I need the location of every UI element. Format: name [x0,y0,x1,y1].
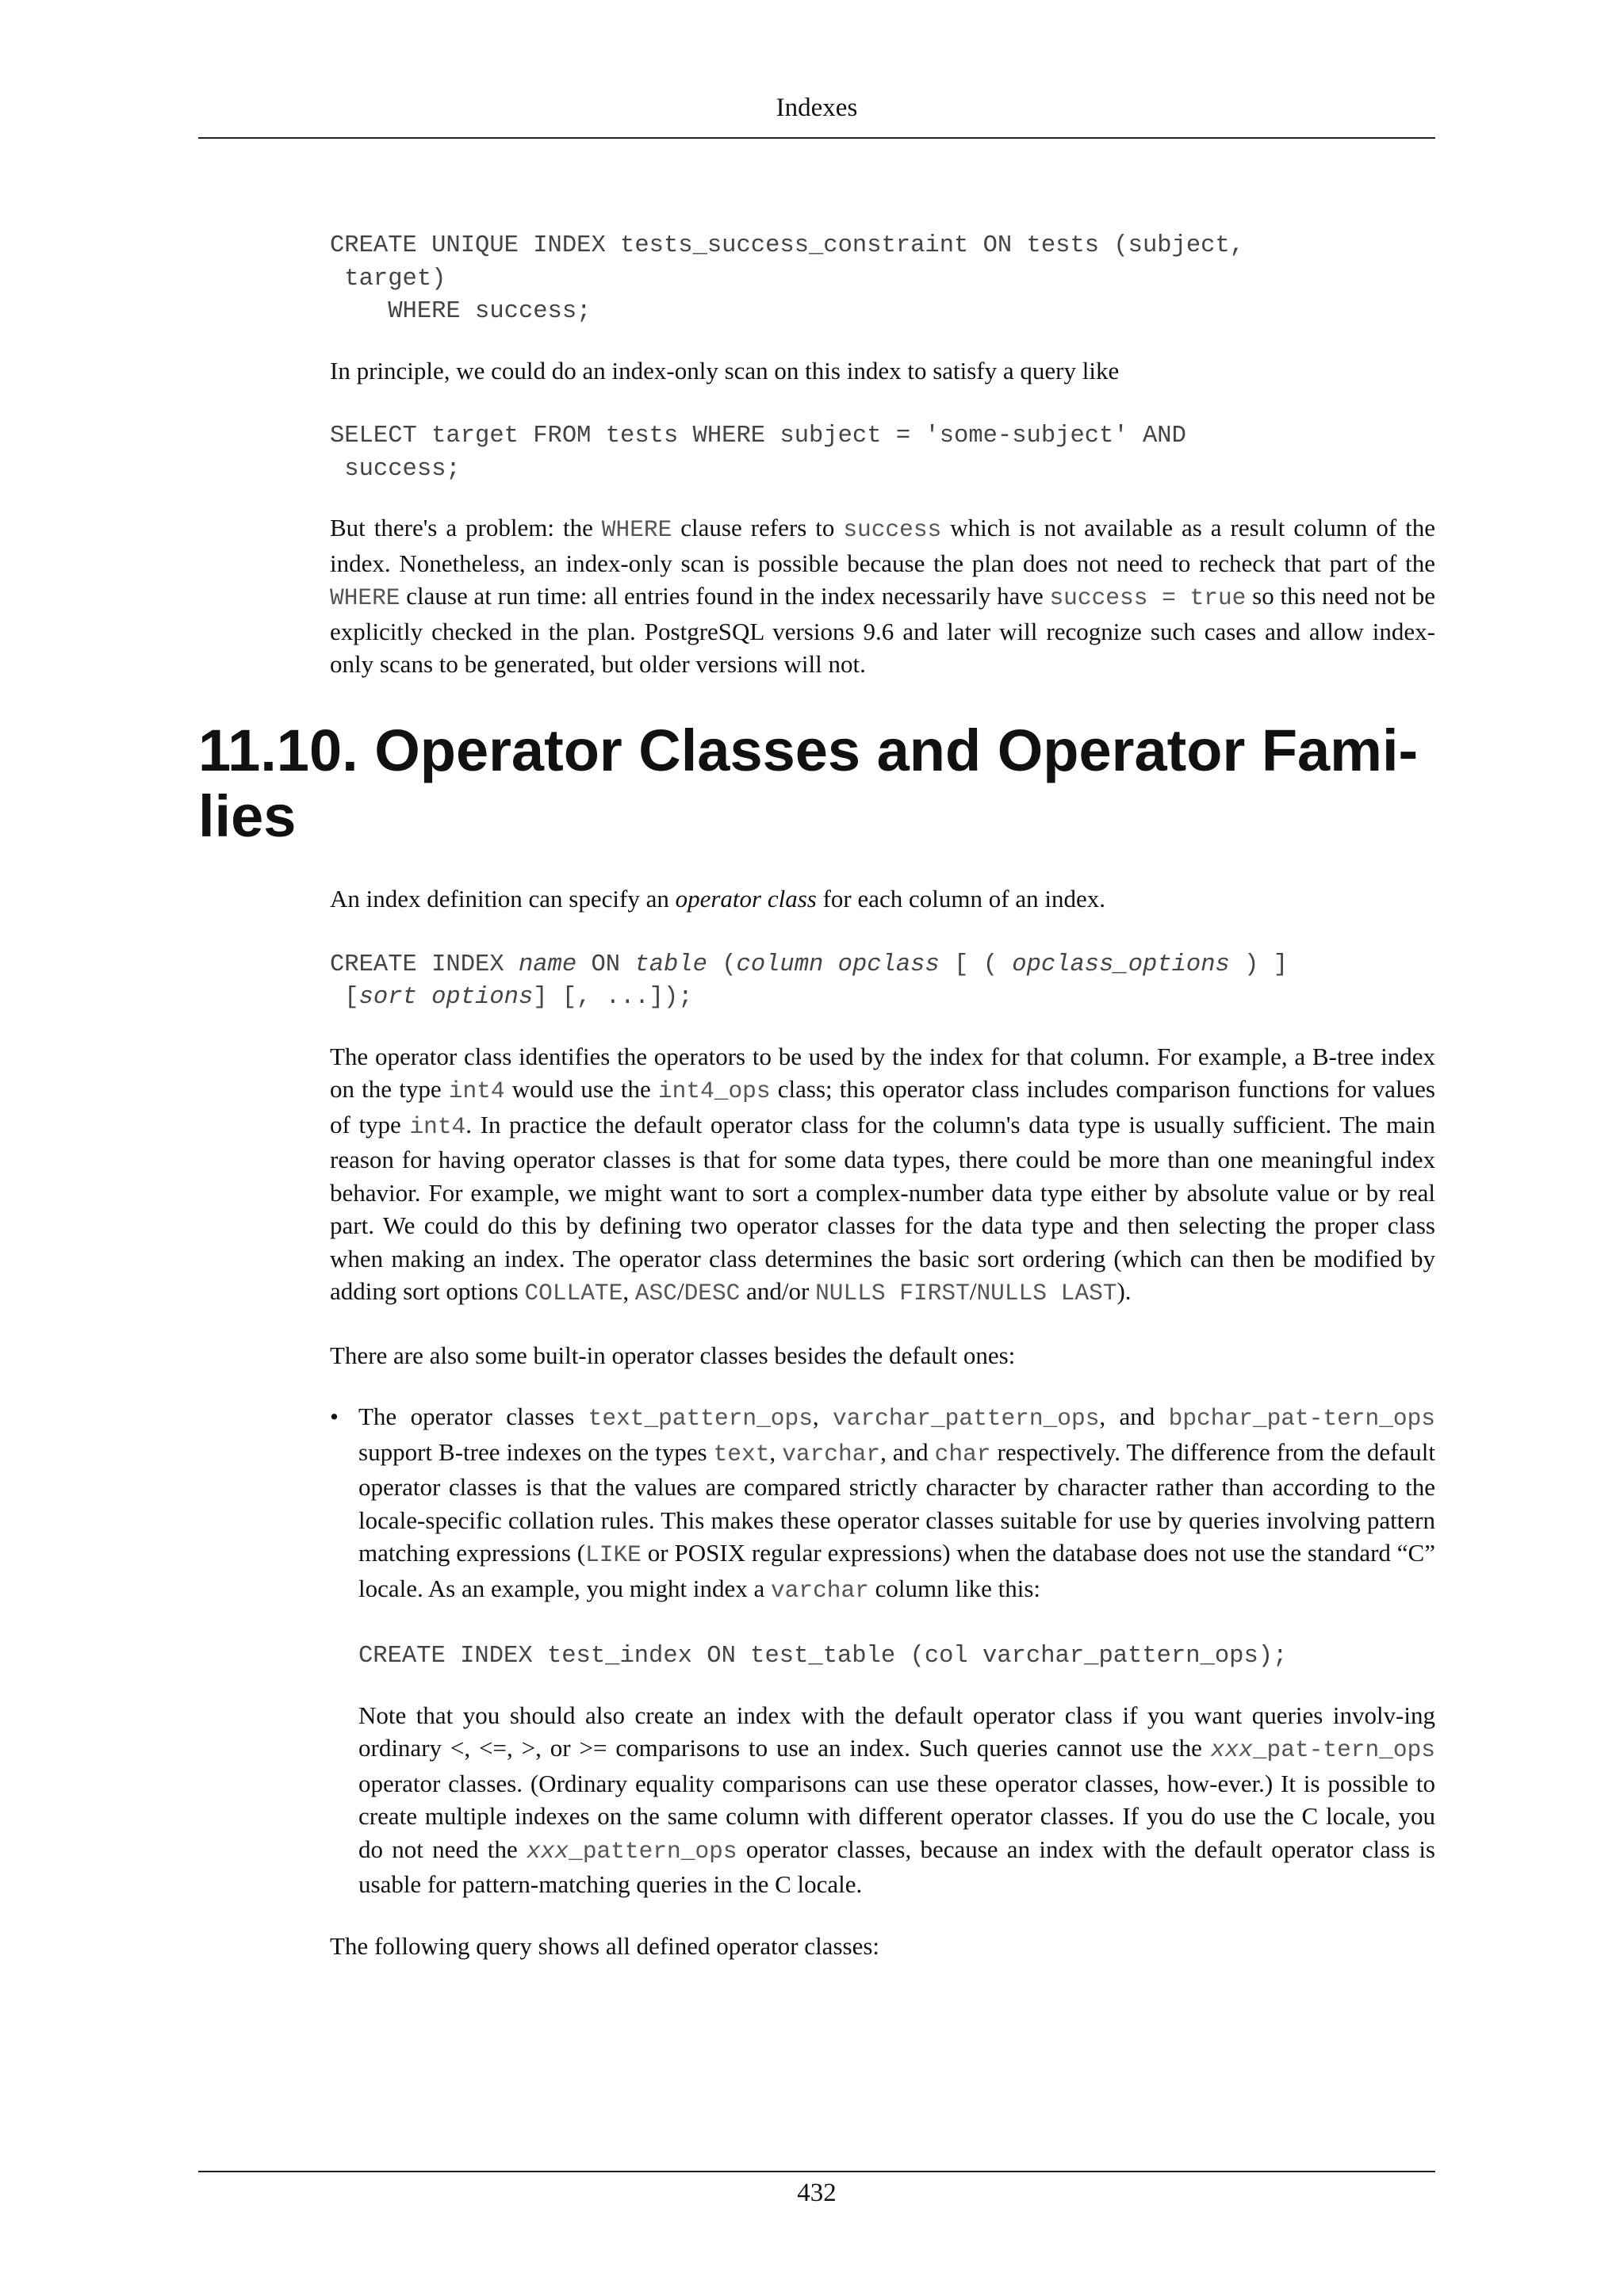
inline-code: WHERE [601,516,672,543]
bullet-marker: • [330,1402,339,1430]
paragraph-note: Note that you should also create an index with the default operator class if you want queries involv-ing ordinary <, <=, >, or >= comparisons to use an index. Such queries cannot use the xxx_pat-tern_ops operator classes. (Ordinary equality comparisons can use these operator classes, how-ever.) It is possible to create multiple indexes on the same column with different operator classes. If you do use the C locale, you do not need the xxx_pattern_ops operator classes, because an index with the default operator class is usable for pattern-matching queries in the C locale. [358,1701,1435,1898]
paragraph-built-in-classes: There are also some built-in operator classes besides the default ones: [330,1341,1016,1369]
bullet-list [330,1400,1435,1901]
inline-code: success [843,516,942,543]
code-block-unique-index: CREATE UNIQUE INDEX tests_success_constraint ON tests (subject, target) WHERE success; [330,232,1245,325]
paragraph-problem: But there's a problem: the WHERE clause refers to success which is not available as a result column of the index. Nonetheless, an index-only scan is possible because the plan does not need to recheck that part of the WHERE clause at run time: all entries found in the index necessarily have success = true so this need not be explicitly checked in the plan. PostgreSQL versions 9.6 and later will recognize such cases and allow index-only scans to be generated, but older versions will not. [330,514,1435,678]
paragraph-principle: In principle, we could do an index-only scan on this index to satisfy a query like [330,356,1120,385]
list-item [330,1400,1435,1901]
section-heading-line1: 11.10. Operator Classes and Operator Fami- [198,718,1419,783]
paragraph-following-query: The following query shows all defined operator classes: [330,1931,880,1960]
code-block-test-index: CREATE INDEX test_index ON test_table (col varchar_pattern_ops); [358,1643,1288,1670]
paragraph-pattern-ops: The operator classes text_pattern_ops, varchar_pattern_ops, and bpchar_pat-tern_ops support B-tree indexes on the types text, varchar, and char respectively. The difference from the default operator classes is that the values are compared strictly character by character rather than according to the locale-specific collation rules. This makes these operator classes suitable for use by queries involving pattern matching expressions (LIKE or POSIX regular expressions) when the database does not use the standard “C” locale. As an example, you might index a varchar column like this: [358,1402,1436,1604]
footer-rule [198,2171,1435,2172]
page-number: 432 [797,2179,837,2207]
section-heading [198,718,1467,849]
paragraph-index-definition: An index definition can specify an operator class for each column of an index. [330,885,1105,913]
header-rule [198,137,1435,139]
inline-code: success = true [1049,584,1247,611]
code-block-select: SELECT target FROM tests WHERE subject = 'some-subject' AND success; [330,423,1186,483]
section-body [330,882,1435,1962]
paragraph-operator-class-description: The operator class identifies the operators to be used by the index for that column. For example, a B-tree index on the type int4 would use the int4_ops class; this operator class includes comparison functions for values of type int4. In practice the default operator class for the column's data type is usually sufficient. The main reason for having operator classes is that for some data types, there could be more than one meaningful index behavior. For example, we might want to sort a complex-number data type either by absolute value or by real part. We could do this by defining two operator classes for the data type and then selecting the proper class when making an index. The operator class determines the basic sort ordering (which can then be modified by adding sort options COLLATE, ASC/DESC and/or NULLS FIRST/NULLS LAST). [330,1042,1435,1307]
emphasis-term: operator class [675,885,817,913]
running-header: Indexes [776,94,858,122]
section-heading-line2: lies [198,783,297,849]
inline-code: WHERE [330,584,400,611]
top-content [330,230,1435,681]
code-block-create-index-syntax: CREATE INDEX name ON table (column opclass [ ( opclass_options ) ] [sort options] [, ...]); [330,951,1289,1011]
